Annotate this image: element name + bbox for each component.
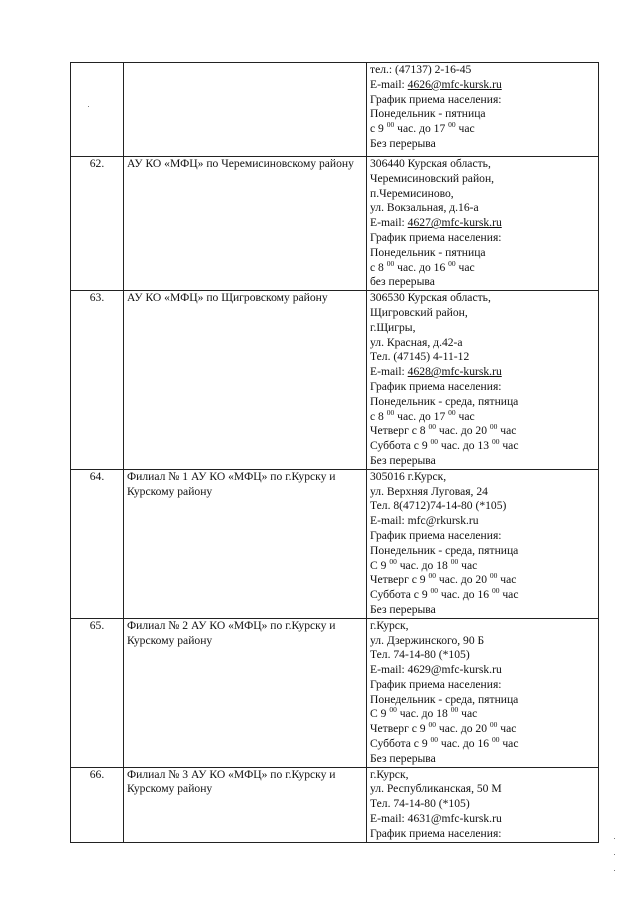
contact-line xyxy=(370,634,595,649)
contact-line xyxy=(370,514,595,529)
time-minutes-superscript: 00 xyxy=(491,437,500,447)
contact-line xyxy=(370,707,595,722)
line-text: Черемисиновский район, xyxy=(370,171,495,185)
contact-line xyxy=(370,768,595,783)
contact-line xyxy=(370,365,595,380)
line-text: час. до 16 xyxy=(438,588,492,602)
line-text: E-mail: 4629@mfc-kursk.ru xyxy=(370,663,502,677)
contact-line xyxy=(370,752,595,767)
contact-line xyxy=(370,216,595,231)
time-minutes-superscript: 00 xyxy=(430,586,439,596)
contact-line xyxy=(370,380,595,395)
line-text: с 8 xyxy=(370,409,387,423)
row-number: 66. xyxy=(71,767,124,842)
time-minutes-superscript: 00 xyxy=(491,586,500,596)
line-text: E-mail: xyxy=(370,216,408,230)
contact-line xyxy=(370,407,595,425)
scan-speck xyxy=(614,854,615,855)
table-row xyxy=(71,291,599,470)
contact-line xyxy=(370,797,595,812)
office-contacts xyxy=(367,469,599,618)
row-number: 64. xyxy=(71,469,124,618)
contact-line xyxy=(370,556,595,574)
contact-line xyxy=(370,722,595,737)
line-text: час xyxy=(499,439,519,453)
table-row xyxy=(71,469,599,618)
contact-line xyxy=(370,470,595,485)
scan-speck xyxy=(614,870,615,871)
contact-line xyxy=(370,78,595,93)
mfc-offices-table xyxy=(70,62,599,843)
contact-line xyxy=(370,499,595,514)
time-minutes-superscript: 00 xyxy=(491,735,500,745)
line-text: Тел. 74-14-80 (*105) xyxy=(370,797,470,811)
scan-speck xyxy=(614,838,615,839)
line-text: г.Курск, xyxy=(370,618,409,632)
contact-line xyxy=(370,619,595,634)
line-text: час. до 18 xyxy=(396,558,451,572)
contact-line xyxy=(370,157,595,172)
line-text: Четверг с 9 xyxy=(370,573,429,587)
contact-line xyxy=(370,201,595,216)
office-name: Филиал № 2 АУ КО «МФЦ» по г.Курску и Курскому району xyxy=(124,618,367,767)
contact-line xyxy=(370,529,595,544)
line-text: Суббота с 9 xyxy=(370,439,431,453)
time-minutes-superscript: 00 xyxy=(428,720,436,730)
time-minutes-superscript: 00 xyxy=(430,735,439,745)
line-text: Понедельник - среда, пятница xyxy=(370,543,519,557)
line-text: с 8 xyxy=(370,260,387,274)
time-minutes-superscript: 00 xyxy=(428,422,436,432)
line-text: час. до 16 xyxy=(438,737,492,751)
row-number: 63. xyxy=(71,291,124,470)
line-text: с 9 xyxy=(370,122,387,136)
line-text: ул. Красная, д.42-а xyxy=(370,335,463,349)
line-text: час. до 18 xyxy=(396,707,451,721)
contact-line xyxy=(370,424,595,439)
line-text: час xyxy=(497,424,517,438)
contact-line xyxy=(370,291,595,306)
office-contacts xyxy=(367,618,599,767)
table-row xyxy=(71,767,599,842)
contact-line xyxy=(370,231,595,246)
line-text: График приема населения: xyxy=(370,826,502,840)
line-text: Четверг с 8 xyxy=(370,424,429,438)
line-text: ул. Дзержинского, 90 Б xyxy=(370,633,485,647)
time-minutes-superscript: 00 xyxy=(489,571,498,581)
time-minutes-superscript: 00 xyxy=(448,258,456,268)
line-text: тел.: (47137) 2-16-45 xyxy=(370,63,472,76)
line-text: час. до 13 xyxy=(438,439,492,453)
contact-line xyxy=(370,336,595,351)
line-text: час xyxy=(455,122,475,136)
line-text: Тел. 8(4712)74-14-80 (*105) xyxy=(370,499,507,513)
line-text: E-mail: mfc@rkursk.ru xyxy=(370,514,479,528)
contact-line xyxy=(370,544,595,559)
line-text: час xyxy=(499,737,519,751)
contact-line xyxy=(370,782,595,797)
contact-line xyxy=(370,275,595,290)
office-name: Филиал № 1 АУ КО «МФЦ» по г.Курску и Курскому району xyxy=(124,469,367,618)
line-text: 306440 Курская область, xyxy=(370,157,491,170)
time-minutes-superscript: 00 xyxy=(386,258,395,268)
contact-line xyxy=(370,63,595,78)
line-text: час. до 17 xyxy=(394,409,449,423)
contact-line xyxy=(370,663,595,678)
contact-line xyxy=(370,439,595,454)
row-number: 62. xyxy=(71,157,124,291)
line-text: Понедельник - среда, пятница xyxy=(370,692,519,706)
line-text: час xyxy=(458,707,478,721)
office-name: АУ КО «МФЦ» по Черемисиновскому району xyxy=(124,157,367,291)
table-row xyxy=(71,157,599,291)
email-link[interactable]: 4626@mfc-kursk.ru xyxy=(407,77,502,91)
time-minutes-superscript: 00 xyxy=(386,407,395,417)
contact-line xyxy=(370,827,595,842)
line-text: Щигровский район, xyxy=(370,305,468,319)
contact-line xyxy=(370,122,595,137)
line-text: Тел. (47145) 4-11-12 xyxy=(370,350,470,364)
line-text: Без перерыва xyxy=(370,751,436,765)
time-minutes-superscript: 00 xyxy=(450,556,459,566)
line-text: час xyxy=(458,558,478,572)
email-link[interactable]: 4628@mfc-kursk.ru xyxy=(407,365,502,379)
line-text: час. до 20 xyxy=(436,424,490,438)
email-link[interactable]: 4627@mfc-kursk.ru xyxy=(407,216,502,230)
time-minutes-superscript: 00 xyxy=(428,571,436,581)
line-text: ул. Республиканская, 50 М xyxy=(370,782,502,796)
table-row xyxy=(71,63,599,157)
line-text: График приема населения: xyxy=(370,92,502,106)
line-text: час xyxy=(497,573,517,587)
office-contacts xyxy=(367,157,599,291)
line-text: ул. Верхняя Луговая, 24 xyxy=(370,484,488,498)
line-text: Суббота с 9 xyxy=(370,588,431,602)
table-body xyxy=(71,63,599,843)
line-text: час xyxy=(497,722,517,736)
line-text: С 9 xyxy=(370,558,390,572)
line-text: г.Щигры, xyxy=(370,320,416,334)
line-text: График приема населения: xyxy=(370,528,502,542)
contact-line xyxy=(370,306,595,321)
time-minutes-superscript: 00 xyxy=(450,705,459,715)
time-minutes-superscript: 00 xyxy=(448,407,456,417)
contact-line xyxy=(370,258,595,276)
line-text: час xyxy=(455,409,475,423)
line-text: п.Черемисиново, xyxy=(370,186,454,200)
row-number: 65. xyxy=(71,618,124,767)
office-contacts xyxy=(367,767,599,842)
line-text: График приема населения: xyxy=(370,379,502,393)
contact-line xyxy=(370,321,595,336)
contact-line xyxy=(370,573,595,588)
line-text: час. до 20 xyxy=(436,573,490,587)
contact-line xyxy=(370,93,595,108)
office-name: Филиал № 3 АУ КО «МФЦ» по г.Курску и Курскому району xyxy=(124,767,367,842)
contact-line xyxy=(370,172,595,187)
line-text: час. до 20 xyxy=(436,722,490,736)
contact-line xyxy=(370,812,595,827)
contact-line xyxy=(370,485,595,500)
contact-line xyxy=(370,350,595,365)
line-text: Понедельник - среда, пятница xyxy=(370,394,519,408)
line-text: час xyxy=(499,588,519,602)
contact-line xyxy=(370,246,595,261)
scan-speck xyxy=(88,106,89,107)
line-text: г.Курск, xyxy=(370,767,409,781)
line-text: E-mail: xyxy=(370,365,408,379)
line-text: 305016 г.Курск, xyxy=(370,469,447,483)
line-text: час xyxy=(455,260,475,274)
contact-line xyxy=(370,737,595,752)
contact-line xyxy=(370,588,595,603)
contact-line xyxy=(370,693,595,708)
line-text: час. до 17 xyxy=(394,122,449,136)
row-number xyxy=(71,63,124,157)
contact-line xyxy=(370,395,595,410)
line-text: Без перерыва xyxy=(370,602,436,616)
contact-line xyxy=(370,603,595,618)
line-text: ул. Вокзальная, д.16-а xyxy=(370,201,479,215)
line-text: 306530 Курская область, xyxy=(370,291,491,305)
line-text: Понедельник - пятница xyxy=(370,107,486,121)
line-text: График приема населения: xyxy=(370,677,502,691)
line-text: График приема населения: xyxy=(370,230,502,244)
contact-line xyxy=(370,454,595,469)
office-contacts xyxy=(367,291,599,470)
line-text: E-mail: xyxy=(370,77,408,91)
time-minutes-superscript: 00 xyxy=(489,720,498,730)
time-minutes-superscript: 00 xyxy=(389,705,397,715)
line-text: час. до 16 xyxy=(394,260,449,274)
contact-line xyxy=(370,187,595,202)
line-text: С 9 xyxy=(370,707,390,721)
contact-line xyxy=(370,678,595,693)
line-text: Без перерыва xyxy=(370,453,436,467)
time-minutes-superscript: 00 xyxy=(489,422,498,432)
line-text: без перерыва xyxy=(370,275,435,289)
contact-line xyxy=(370,107,595,122)
time-minutes-superscript: 00 xyxy=(386,120,395,130)
line-text: Без перерыва xyxy=(370,136,436,150)
office-name: АУ КО «МФЦ» по Щигровскому району xyxy=(124,291,367,470)
time-minutes-superscript: 00 xyxy=(430,437,439,447)
office-contacts xyxy=(367,63,599,157)
line-text: Понедельник - пятница xyxy=(370,245,486,259)
time-minutes-superscript: 00 xyxy=(448,120,456,130)
line-text: Тел. 74-14-80 (*105) xyxy=(370,648,470,662)
time-minutes-superscript: 00 xyxy=(389,556,397,566)
contact-line xyxy=(370,648,595,663)
line-text: Четверг с 9 xyxy=(370,722,429,736)
table-row xyxy=(71,618,599,767)
line-text: Суббота с 9 xyxy=(370,737,431,751)
contact-line xyxy=(370,137,595,152)
line-text: E-mail: 4631@mfc-kursk.ru xyxy=(370,812,502,826)
office-name xyxy=(124,63,367,157)
